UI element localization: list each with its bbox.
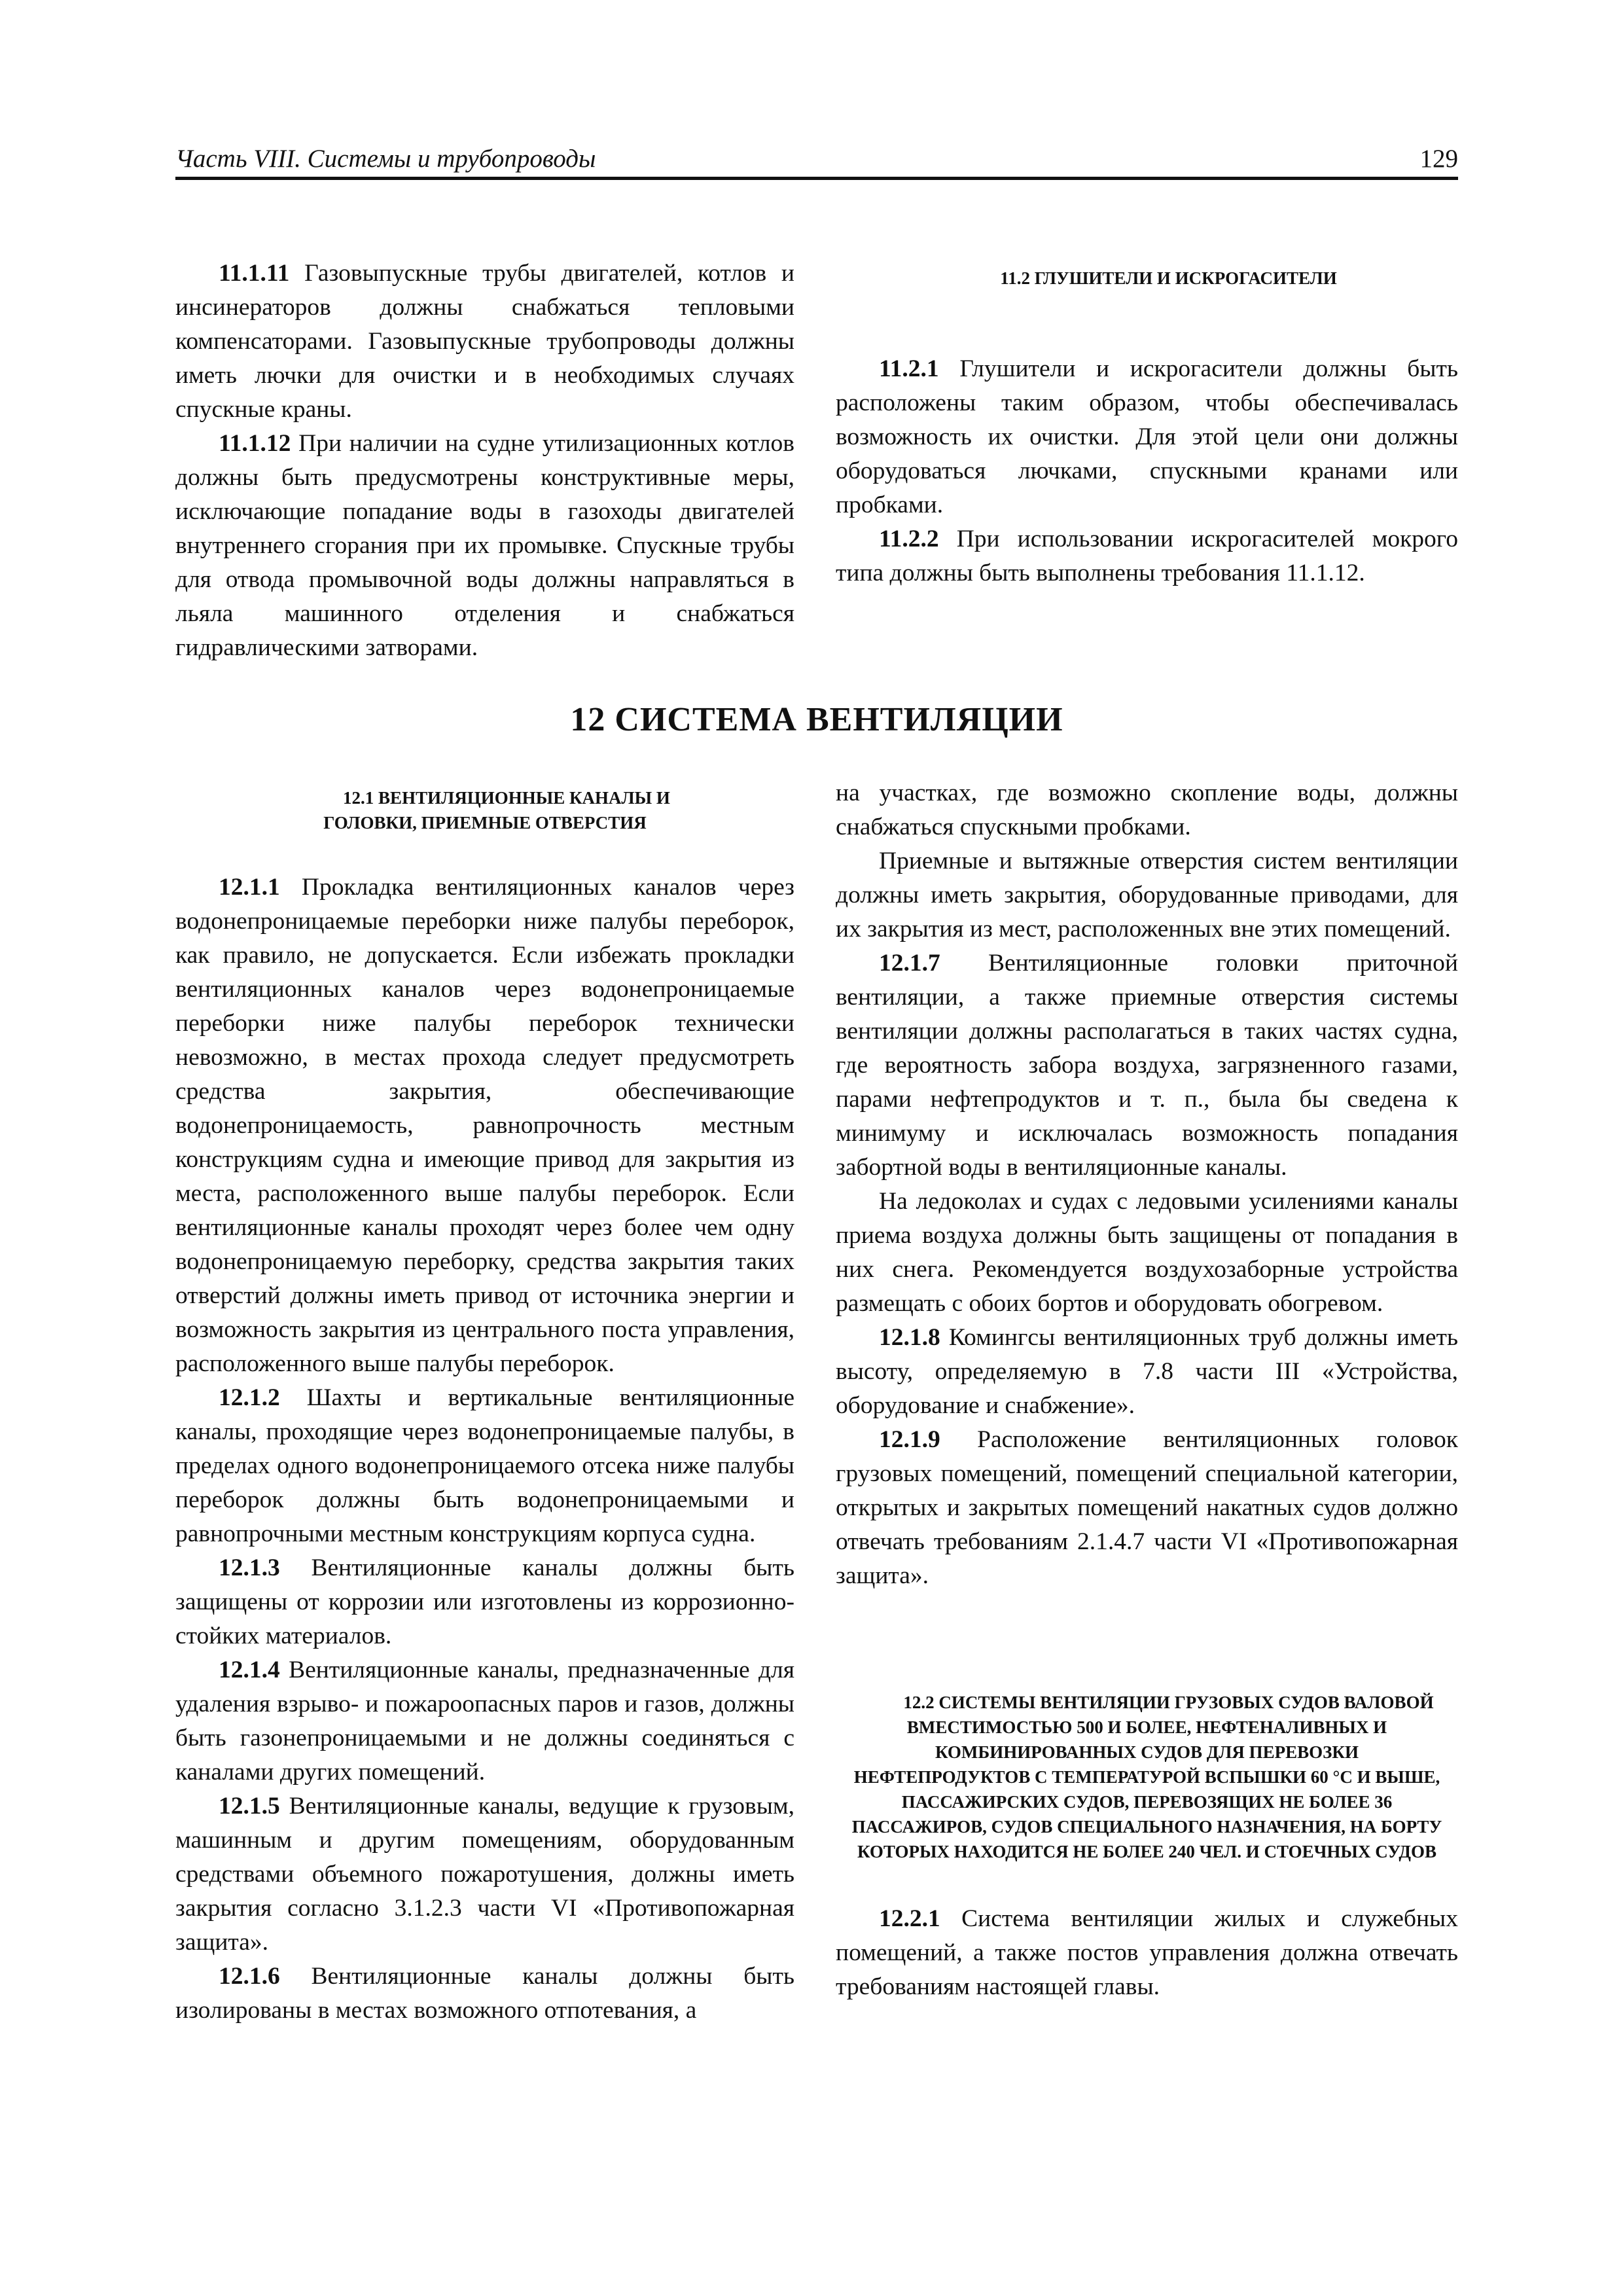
paragraph-12-1-7-icebreakers: На ледоколах и судах с ледовыми усилениями каналы приема воздуха должны быть защищены от попадания в них снега. Рекомендуется воздухозаборные устройства размещать с обоих бортов и оборудовать обогревом.	[836, 1188, 1458, 1317]
paragraph-12-1-1: 12.1.1 Прокладка вентиляционных каналов через водонепроницаемые переборки ниже палубы переборок, как правило, не допускается. Если избежать прокладки вентиляционных каналов через водонепроницаемые переборки ниже палубы переборок технически невозможно, в местах прохода следует предусмотреть средства закрытия, обеспечивающие водонепроницаемость, равнопрочность местным конструкциям судна и имеющие привод для закрытия из места, расположенного выше палубы переборок. Если вентиляционные каналы проходят через более чем одну водонепроницаемую переборку, средства закрытия таких отверстий должны иметь привод от источника энергии и возможность закрытия из центрального поста управления, расположенного выше палубы переборок.	[175, 874, 794, 1377]
paragraph-12-1-2: 12.1.2 Шахты и вертикальные вентиляционные каналы, проходящие через водонепроницаемые палубы, в пределах одного водонепроницаемого отсека ниже палубы переборок должны быть водонепроницаемыми и равнопрочными местным конструкциям корпуса судна.	[175, 1384, 794, 1547]
chapter-title: 12 СИСТЕМА ВЕНТИЛЯЦИИ	[570, 701, 1063, 738]
column-top-left	[175, 257, 794, 665]
paragraph-11-2-1: 11.2.1 Глушители и искрогасители должны быть расположены таким образом, чтобы обеспечивалась возможность их очистки. Для этой цели они должны оборудоваться лючками, спускными кранами или пробками.	[836, 355, 1458, 518]
paragraph-12-1-6-continued: на участках, где возможно скопление воды, должны снабжаться спускными пробками.	[836, 780, 1458, 840]
header-title: Часть VIII. Системы и трубопроводы	[175, 145, 596, 173]
section-heading-12-1: 12.1 ВЕНТИЛЯЦИОННЫЕ КАНАЛЫ И ГОЛОВКИ, ПРИЕМНЫЕ ОТВЕРСТИЯ	[323, 788, 670, 833]
paragraph-12-1-8: 12.1.8 Комингсы вентиляционных труб должны иметь высоту, определяемую в 7.8 части III «Устройства, оборудование и снабжение».	[836, 1324, 1458, 1419]
section-heading-11-2: 11.2 ГЛУШИТЕЛИ И ИСКРОГАСИТЕЛИ	[1000, 268, 1337, 288]
paragraph-12-1-5: 12.1.5 Вентиляционные каналы, ведущие к грузовым, машинным и другим помещениям, оборудованным средствами объемного пожаротушения, должны иметь закрытия согласно 3.1.2.3 части VI «Противопожарная защита».	[175, 1793, 794, 1956]
paragraph-12-2-1: 12.2.1 Система вентиляции жилых и служебных помещений, а также постов управления должна отвечать требованиям настоящей главы.	[836, 1905, 1458, 2000]
paragraph-11-2-2: 11.2.2 При использовании искрогасителей мокрого типа должны быть выполнены требования 11.1.12.	[836, 526, 1458, 586]
section-heading-12-2: 12.2 СИСТЕМЫ ВЕНТИЛЯЦИИ ГРУЗОВЫХ СУДОВ ВАЛОВОЙ ВМЕСТИМОСТЬЮ 500 И БОЛЕЕ, НЕФТЕНАЛИВНЫХ И КОМБИНИРОВАННЫХ СУДОВ ДЛЯ ПЕРЕВОЗКИ НЕФТЕПРОДУКТОВ С ТЕМПЕРАТУРОЙ ВСПЫШКИ 60 °С И ВЫШЕ, ПАССАЖИРСКИХ СУДОВ, ПЕРЕВОЗЯЩИХ НЕ БОЛЕЕ 36 ПАССАЖИРОВ, СУДОВ СПЕЦИАЛЬНОГО НАЗНАЧЕНИЯ, НА БОРТУ КОТОРЫХ НАХОДИТСЯ НЕ БОЛЕЕ 240 ЧЕЛ. И СТОЕЧНЫХ СУДОВ	[851, 1693, 1442, 1861]
page-number: 129	[1419, 145, 1458, 173]
paragraph-12-1-4: 12.1.4 Вентиляционные каналы, предназначенные для удаления взрыво- и пожароопасных паров и газов, должны быть газонепроницаемыми и не должны соединяться с каналами других помещений.	[175, 1657, 794, 1785]
paragraph-12-1-9: 12.1.9 Расположение вентиляционных головок грузовых помещений, помещений специальной категории, открытых и закрытых помещений накатных судов должно отвечать требованиям 2.1.4.7 части VI «Противопожарная защита».	[836, 1426, 1458, 1589]
paragraph-11-1-12: 11.1.12 При наличии на судне утилизационных котлов должны быть предусмотрены конструктивные меры, исключающие попадание воды в газоходы двигателей внутреннего сгорания при их промывке. Спускные трубы для отвода промывочной воды должны направляться в льяла машинного отделения и снабжаться гидравлическими затворами.	[175, 430, 794, 661]
column-bottom-right	[836, 776, 1458, 2004]
column-bottom-left	[175, 785, 794, 2028]
column-top-right	[836, 257, 1458, 590]
paragraph-11-1-11: 11.1.11 Газовыпускные трубы двигателей, котлов и инсинераторов должны снабжаться тепловыми компенсаторами. Газовыпускные трубопроводы должны иметь лючки для очистки и в необходимых случаях спускные краны.	[175, 260, 794, 423]
paragraph-12-1-6-openings: Приемные и вытяжные отверстия систем вентиляции должны иметь закрытия, оборудованные приводами, для их закрытия из мест, расположенных вне этих помещений.	[836, 848, 1458, 942]
paragraph-12-1-3: 12.1.3 Вентиляционные каналы должны быть защищены от коррозии или изготовлены из коррозионно-стойких материалов.	[175, 1554, 794, 1649]
running-header	[175, 139, 1458, 175]
header-rule	[175, 177, 1458, 180]
paragraph-12-1-7: 12.1.7 Вентиляционные головки приточной вентиляции, а также приемные отверстия системы вентиляции должны располагаться в таких частях судна, где вероятность забора воздуха, загрязненного газами, парами нефтепродуктов и т. п., была бы сведена к минимуму и исключалась возможность попадания забортной воды в вентиляционные каналы.	[836, 950, 1458, 1181]
paragraph-12-1-6: 12.1.6 Вентиляционные каналы должны быть изолированы в местах возможного отпотевания, а	[175, 1963, 794, 2024]
